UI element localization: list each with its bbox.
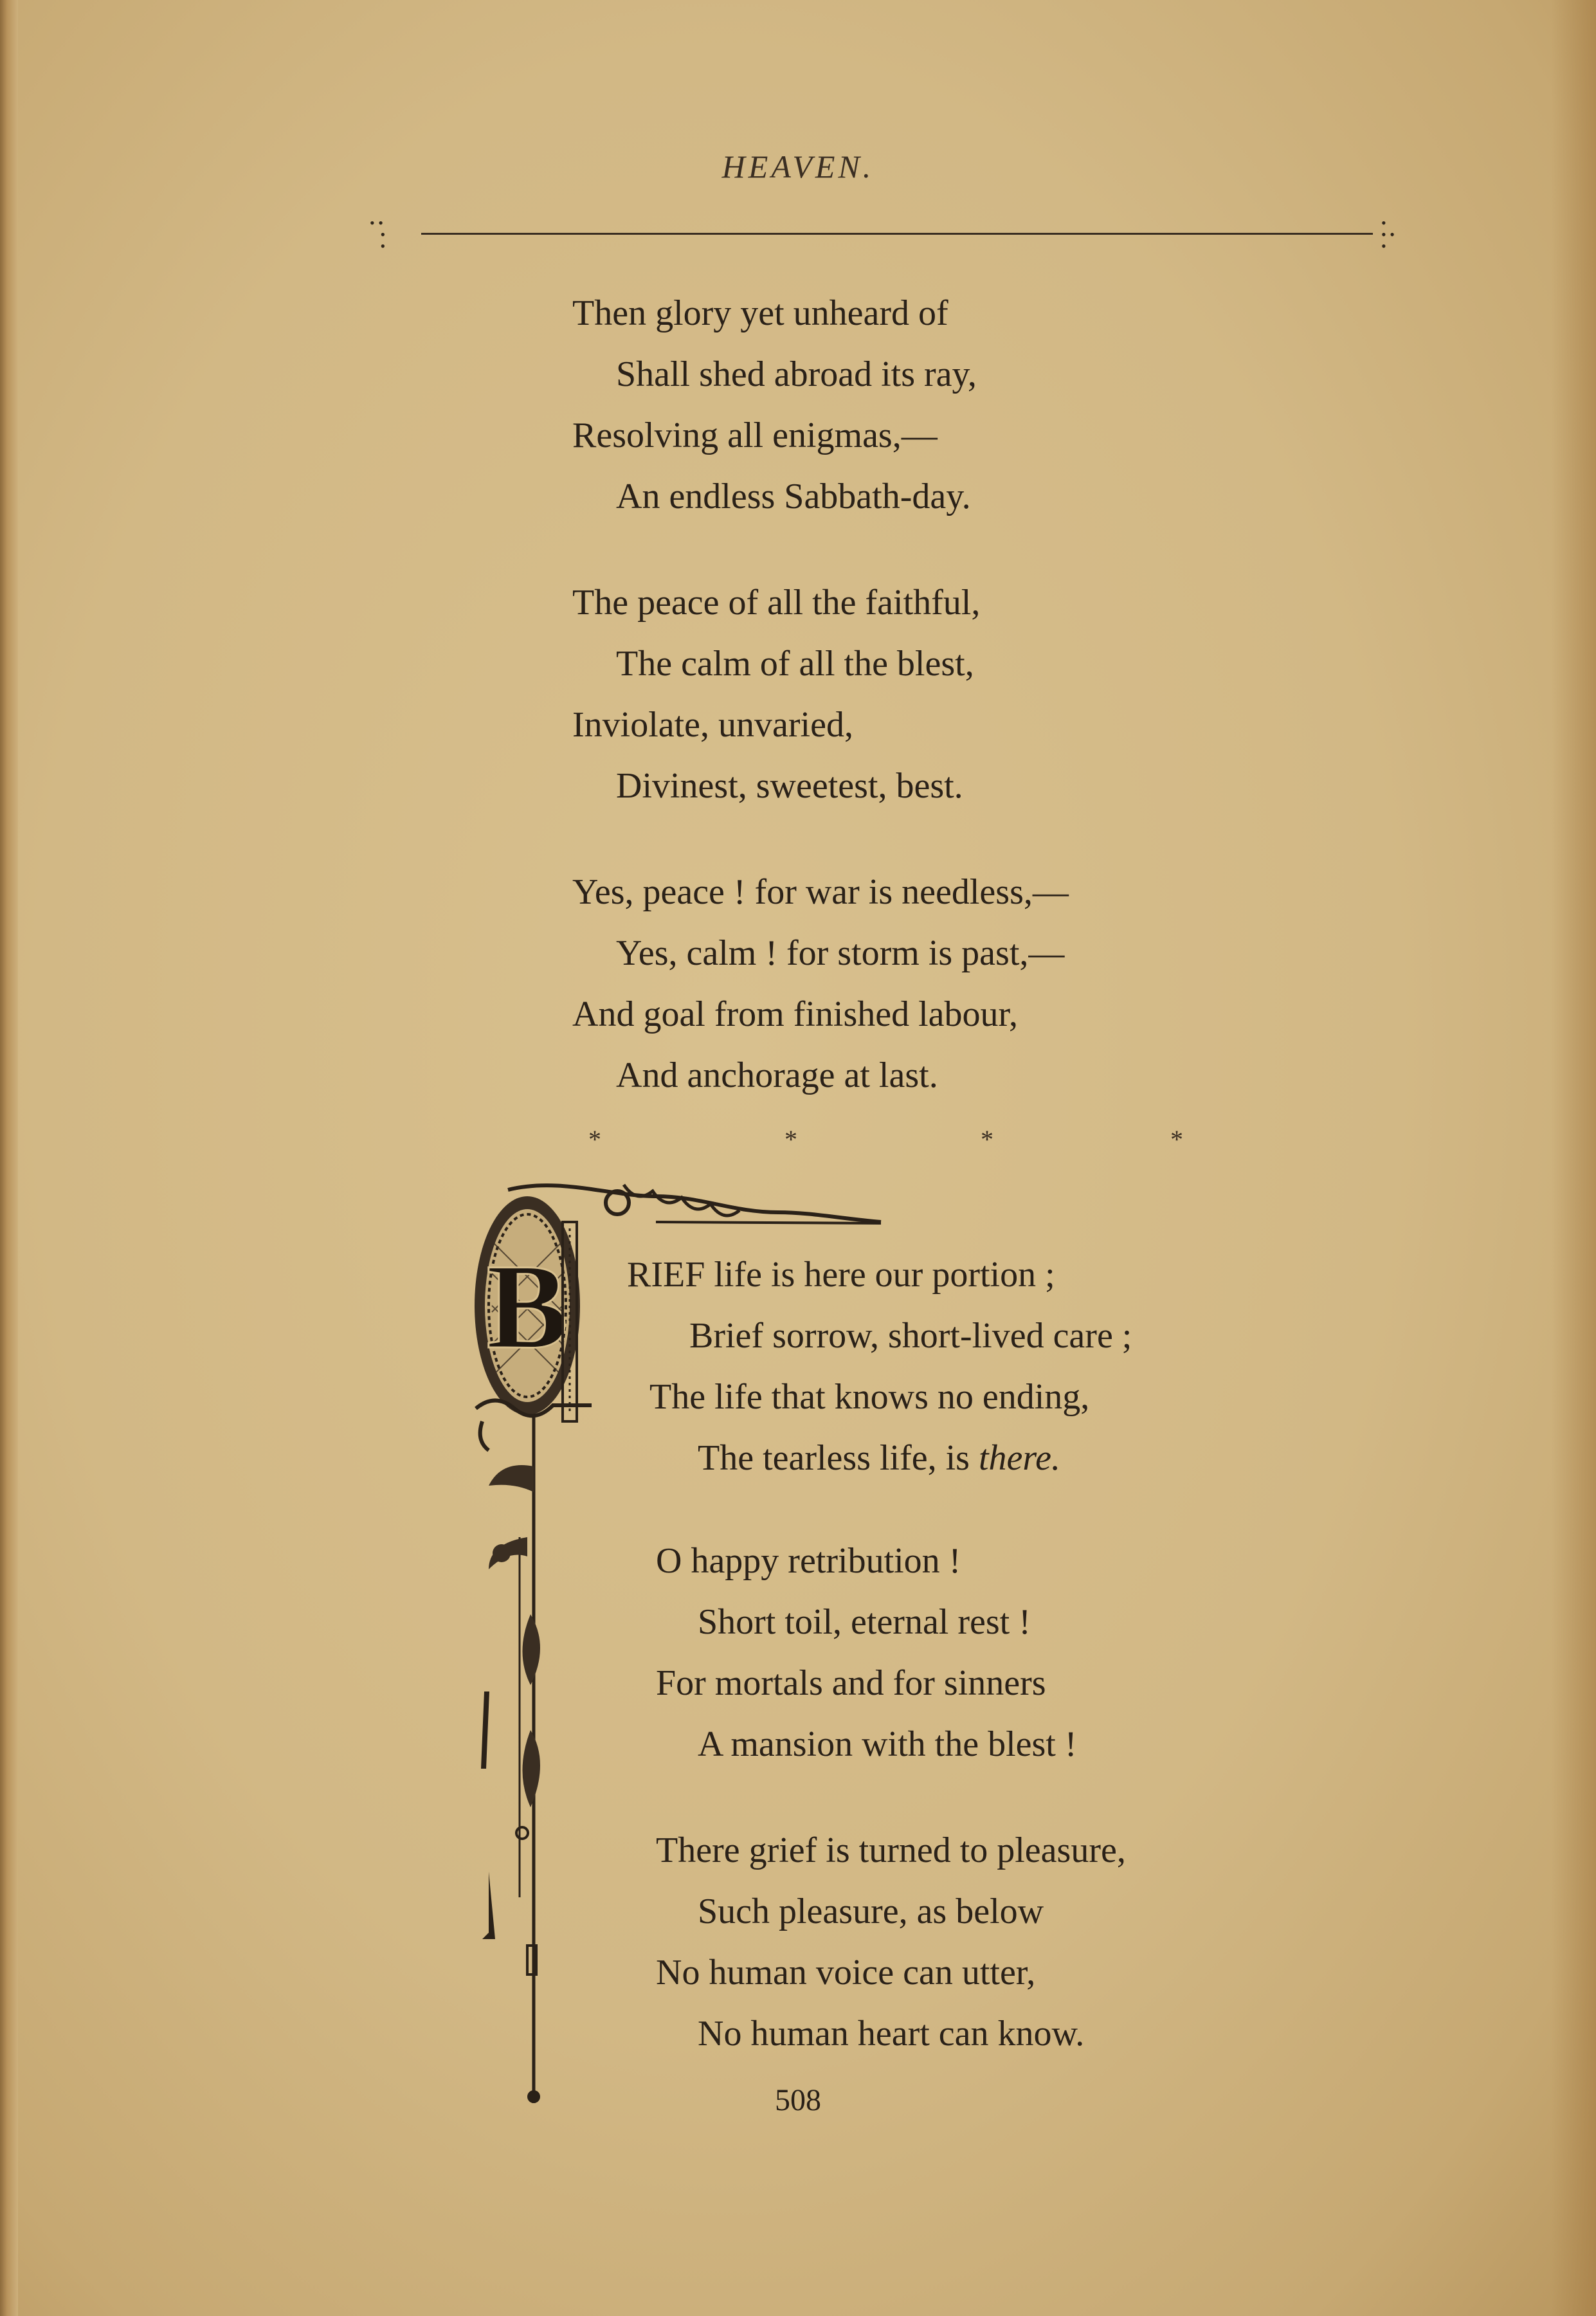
poem-line: Brief sorrow, short-lived care ; bbox=[689, 1316, 1132, 1356]
emphasized-word: there. bbox=[978, 1438, 1060, 1478]
page-number: 508 bbox=[775, 2083, 821, 2117]
poem-line: The peace of all the faithful, bbox=[572, 583, 981, 623]
poem-line: Yes, peace ! for war is needless,— bbox=[572, 872, 1069, 912]
poem-line: Yes, calm ! for storm is past,— bbox=[616, 933, 1065, 973]
asterisk: * bbox=[981, 1125, 993, 1154]
poem-line: A mansion with the blest ! bbox=[698, 1724, 1077, 1764]
header-rule bbox=[421, 233, 1373, 235]
book-binding-edge bbox=[0, 0, 18, 2316]
poem-line: Shall shed abroad its ray, bbox=[616, 354, 977, 394]
asterisk: * bbox=[1170, 1125, 1183, 1154]
poem-line: O happy retribution ! bbox=[656, 1541, 961, 1581]
poem-line: Short toil, eternal rest ! bbox=[698, 1602, 1031, 1642]
page-edge-shadow bbox=[1551, 0, 1596, 2316]
poem-line bbox=[698, 1437, 1060, 1479]
poem-line: The calm of all the blest, bbox=[616, 644, 974, 684]
poem-line: RIEF life is here our portion ; bbox=[627, 1255, 1055, 1295]
poem-line: Resolving all enigmas,— bbox=[572, 415, 938, 455]
poem-line: And anchorage at last. bbox=[616, 1055, 938, 1095]
poem-line: There grief is turned to pleasure, bbox=[656, 1830, 1126, 1870]
poem-line: And goal from finished labour, bbox=[572, 994, 1018, 1034]
rule-ornament-left: • • • • bbox=[370, 215, 386, 254]
poem-line: Such pleasure, as below bbox=[698, 1892, 1044, 1931]
poem-line-text: The tearless life, is bbox=[698, 1438, 979, 1478]
running-head-title: HEAVEN. bbox=[721, 149, 875, 185]
poem-line: Then glory yet unheard of bbox=[572, 293, 948, 333]
drop-cap-letter: B bbox=[486, 1239, 568, 1374]
asterisk: * bbox=[588, 1125, 601, 1154]
poem-line: No human heart can know. bbox=[698, 2014, 1085, 2054]
poem-line: Divinest, sweetest, best. bbox=[616, 766, 963, 806]
poem-line: The life that knows no ending, bbox=[649, 1377, 1090, 1417]
poem-line: For mortals and for sinners bbox=[656, 1663, 1046, 1703]
poem-line: Inviolate, unvaried, bbox=[572, 705, 853, 745]
asterisk: * bbox=[784, 1125, 797, 1154]
poem-line: No human voice can utter, bbox=[656, 1953, 1036, 1992]
rule-ornament-right: • • • • bbox=[1381, 215, 1395, 254]
poem-line: An endless Sabbath-day. bbox=[616, 477, 971, 516]
